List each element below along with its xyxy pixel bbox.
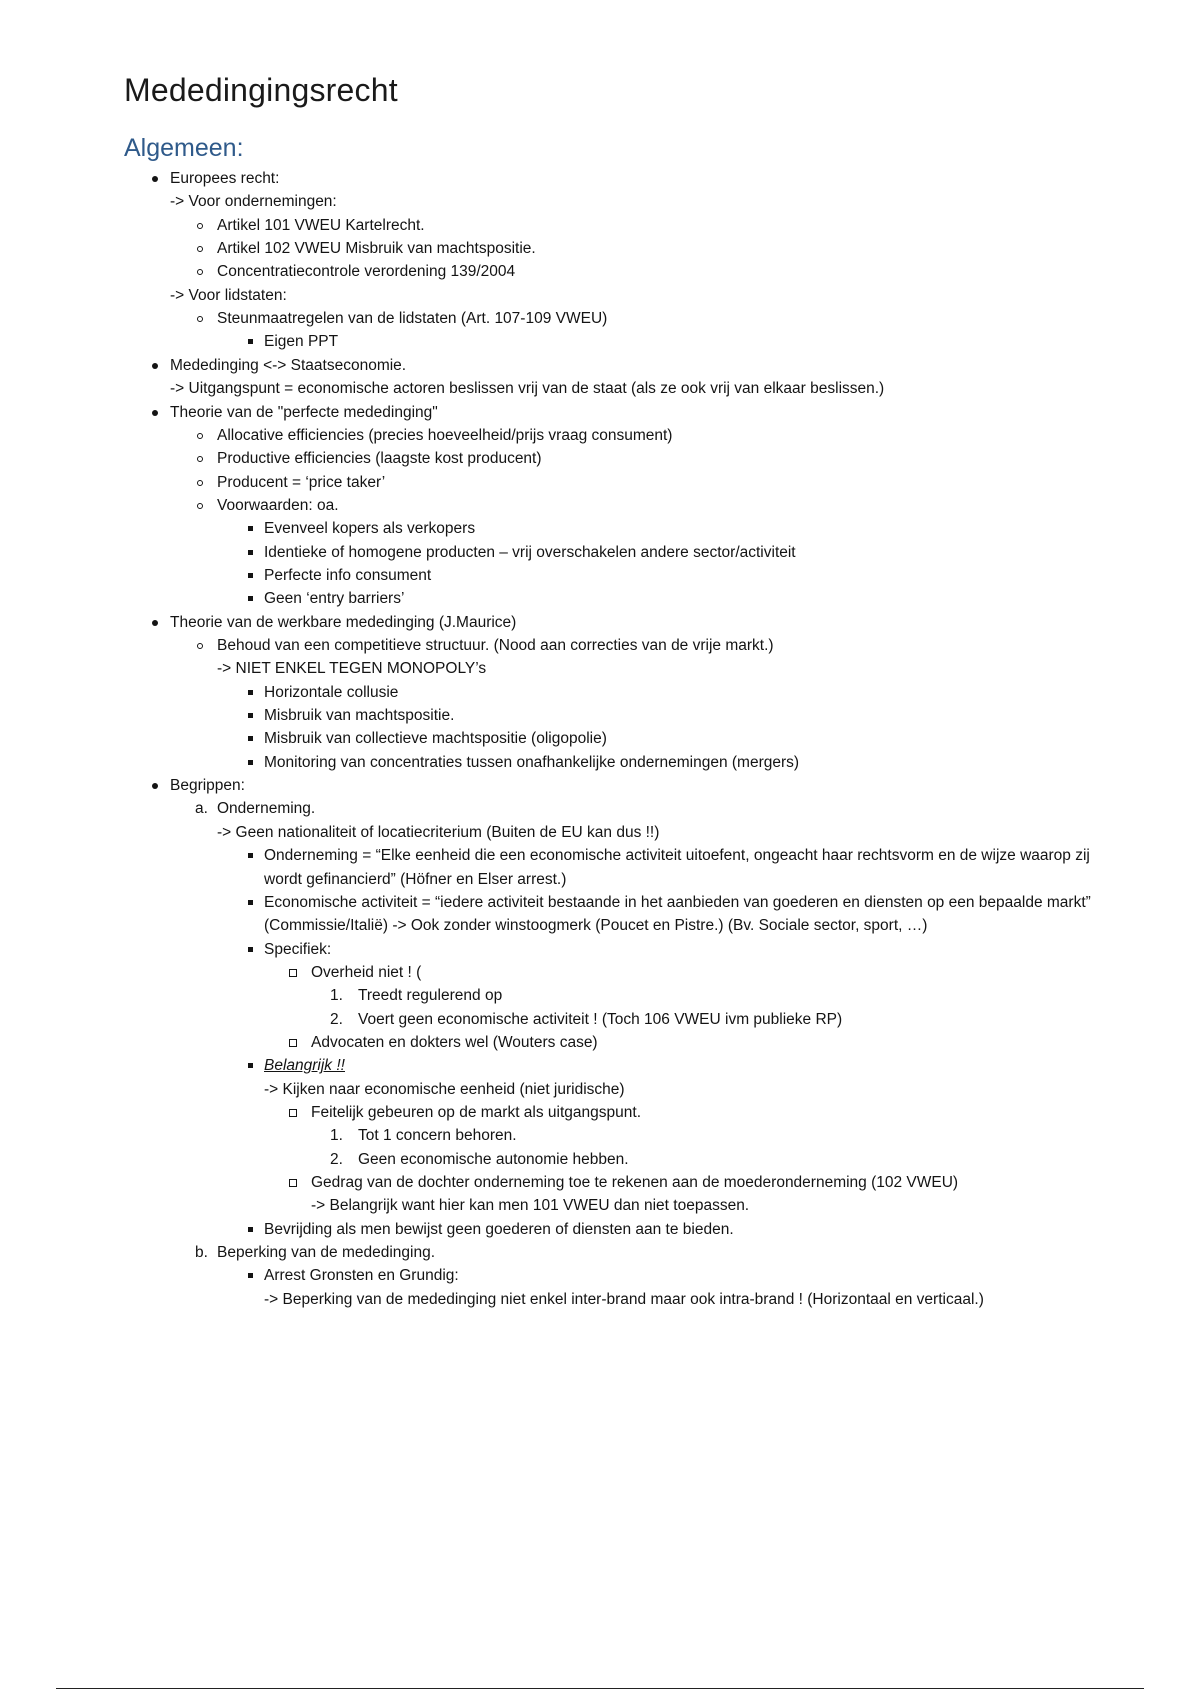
bullet-circle-icon: [197, 503, 203, 509]
outline-text: Identieke of homogene producten – vrij overschakelen andere sector/activiteit: [264, 543, 796, 561]
outline-line: [0, 845, 1200, 867]
bullet-circle-icon: [197, 269, 203, 275]
outline-text: Voorwaarden: oa.: [217, 496, 339, 514]
outline-line: [0, 798, 1200, 820]
outline-text: Evenveel kopers als verkopers: [264, 520, 476, 538]
outline-text: Gedrag van de dochter onderneming toe te rekenen aan de moederonderneming (102 VWEU): [311, 1174, 959, 1192]
outline-line: [0, 1172, 1200, 1194]
outline-text: Economische activiteit = “iedere activiteit bestaande in het aanbieden van goederen en diensten op een bepaalde markt”: [264, 893, 1091, 911]
outline-text: Bevrijding als men bewijst geen goederen of diensten aan te bieden.: [264, 1220, 734, 1238]
bullet-square-icon: [248, 596, 253, 601]
bullet-circle-icon: [197, 316, 203, 322]
outline-text: Behoud van een competitieve structuur. (Nood aan correcties van de vrije markt.): [217, 637, 774, 654]
outline-line: [0, 565, 1200, 587]
bullet-square-icon: [248, 526, 253, 531]
bullet-square-icon: [248, 713, 253, 718]
outline-line: [0, 238, 1200, 260]
outline-text: Geen ‘entry barriers’: [264, 590, 405, 608]
outline-line: [0, 425, 1200, 447]
outline-text: -> NIET ENKEL TEGEN MONOPOLY’s: [217, 660, 487, 678]
outline-line: [0, 472, 1200, 494]
bullet-square-icon: [248, 690, 253, 695]
outline-line: [0, 1242, 1200, 1264]
bullet-circle-icon: [197, 223, 203, 229]
outline-line: [0, 168, 1200, 190]
outline-text: Tot 1 concern behoren.: [358, 1127, 517, 1145]
outline-line: [0, 682, 1200, 704]
outline-text: Monitoring van concentraties tussen onafhankelijke ondernemingen (mergers): [264, 753, 800, 771]
outline-line: [0, 728, 1200, 750]
bullet-square-icon: [248, 760, 253, 765]
outline-line: [0, 1102, 1200, 1124]
outline-line: [0, 588, 1200, 610]
outline-line: [0, 985, 1200, 1007]
list-number: 1.: [330, 987, 343, 1005]
list-number: 2.: [330, 1150, 343, 1168]
outline-line: [0, 705, 1200, 727]
outline-line: [0, 915, 1200, 937]
outline-line: [0, 939, 1200, 961]
outline-text: Onderneming = “Elke eenheid die een economische activiteit uitoefent, ongeacht haar rechtsvorm en de wijze waarop zij: [264, 847, 1090, 865]
outline-text: Feitelijk gebeuren op de markt als uitgangspunt.: [311, 1104, 642, 1121]
outline-text: Belangrijk !!: [264, 1057, 345, 1075]
outline-text: Specifiek:: [264, 940, 332, 958]
outline-line: [0, 402, 1200, 424]
list-number: 1.: [330, 1127, 343, 1145]
outline-text: Artikel 102 VWEU Misbruik van machtspositie.: [217, 240, 536, 258]
outline-line: [0, 378, 1200, 400]
bullet-square-icon: [248, 573, 253, 578]
outline-text: Onderneming.: [217, 800, 316, 818]
bullet-square-icon: [248, 339, 253, 344]
list-number: b.: [195, 1244, 208, 1262]
outline-text: Overheid niet ! (: [311, 963, 422, 981]
outline-text: -> Voor lidstaten:: [170, 286, 287, 304]
outline-line: [0, 1032, 1200, 1054]
outline-text: -> Geen nationaliteit of locatiecriterium (Buiten de EU kan dus !!): [217, 823, 660, 841]
bullet-square-icon: [248, 736, 253, 741]
outline-text: Geen economische autonomie hebben.: [358, 1150, 629, 1168]
bullet-circle-icon: [197, 643, 203, 649]
outline-line: [0, 448, 1200, 470]
outline-text: Europees recht:: [170, 170, 280, 187]
bullet-circle-icon: [197, 480, 203, 486]
bullet-square-icon: [248, 900, 253, 905]
outline-line: [0, 261, 1200, 283]
bullet-checkbox-icon: [289, 969, 297, 977]
outline-line: [0, 822, 1200, 844]
outline-line: [0, 775, 1200, 797]
outline-line: [0, 635, 1200, 657]
outline-line: [0, 612, 1200, 634]
outline-line: [0, 962, 1200, 984]
document-title: Mededingingsrecht: [124, 72, 398, 108]
outline-text: (Commissie/Italië) -> Ook zonder winstoogmerk (Poucet en Pistre.) (Bv. Sociale sector, sport, …): [264, 917, 928, 935]
outline-text: Mededinging <-> Staatseconomie.: [170, 356, 407, 374]
outline-text: -> Voor ondernemingen:: [170, 193, 337, 211]
section-heading: Algemeen:: [124, 134, 244, 162]
footer-divider: [56, 1688, 1144, 1689]
outline-text: -> Belangrijk want hier kan men 101 VWEU dan niet toepassen.: [311, 1197, 750, 1215]
outline-text: Artikel 101 VWEU Kartelrecht.: [217, 216, 425, 234]
outline-text: Theorie van de "perfecte mededinging": [170, 403, 438, 421]
bullet-square-icon: [248, 1227, 253, 1232]
bullet-square-icon: [248, 853, 253, 858]
bullet-disc-icon: [152, 363, 158, 369]
outline-line: [0, 191, 1200, 213]
outline-text: Beperking van de mededinging.: [217, 1244, 436, 1262]
bullet-square-icon: [248, 1063, 253, 1068]
outline-line: [0, 1125, 1200, 1147]
list-number: a.: [195, 800, 208, 818]
outline-text: Voert geen economische activiteit ! (Toch 106 VWEU ivm publieke RP): [358, 1010, 843, 1028]
outline-line: [0, 355, 1200, 377]
outline-text: -> Uitgangspunt = economische actoren beslissen vrij van de staat (als ze ook vrij van elkaar beslissen.): [170, 380, 885, 398]
outline-line: [0, 1195, 1200, 1217]
outline-line: [0, 285, 1200, 307]
outline-text: Steunmaatregelen van de lidstaten (Art. 107-109 VWEU): [217, 310, 608, 328]
outline-line: [0, 892, 1200, 914]
list-number: 2.: [330, 1010, 343, 1028]
outline-line: [0, 869, 1200, 891]
outline-text: Perfecte info consument: [264, 566, 432, 584]
outline-text: wordt gefinancierd” (Höfner en Elser arrest.): [264, 870, 567, 888]
outline-line: [0, 658, 1200, 680]
outline-text: Eigen PPT: [264, 333, 339, 351]
outline-line: [0, 1289, 1200, 1311]
outline-text: Horizontale collusie: [264, 683, 399, 701]
outline-line: [0, 308, 1200, 330]
outline-line: [0, 331, 1200, 353]
outline-line: [0, 1265, 1200, 1287]
bullet-checkbox-icon: [289, 1179, 297, 1187]
outline-line: [0, 215, 1200, 237]
bullet-disc-icon: [152, 410, 158, 416]
bullet-disc-icon: [152, 620, 158, 626]
bullet-circle-icon: [197, 246, 203, 252]
bullet-checkbox-icon: [289, 1039, 297, 1047]
bullet-circle-icon: [197, 456, 203, 462]
outline-text: Concentratiecontrole verordening 139/2004: [217, 263, 516, 281]
outline-text: Productive efficiencies (laagste kost producent): [217, 450, 542, 468]
outline-line: [0, 752, 1200, 774]
bullet-square-icon: [248, 947, 253, 952]
bullet-disc-icon: [152, 783, 158, 789]
outline-text: -> Beperking van de mededinging niet enkel inter-brand maar ook intra-brand ! (Horizontaal en verticaal.): [264, 1290, 984, 1308]
bullet-square-icon: [248, 1273, 253, 1278]
outline-line: [0, 1219, 1200, 1241]
outline-line: [0, 1079, 1200, 1101]
outline-text: Producent = ‘price taker’: [217, 473, 386, 491]
outline-text: Treedt regulerend op: [358, 987, 503, 1005]
outline-text: Allocative efficiencies (precies hoeveelheid/prijs vraag consument): [217, 426, 673, 444]
outline-text: Advocaten en dokters wel (Wouters case): [311, 1033, 598, 1051]
outline-line: [0, 495, 1200, 517]
bullet-circle-icon: [197, 433, 203, 439]
bullet-square-icon: [248, 550, 253, 555]
outline-text: Theorie van de werkbare mededinging (J.Maurice): [170, 613, 517, 631]
outline-line: [0, 1009, 1200, 1031]
outline-text: Misbruik van collectieve machtspositie (oligopolie): [264, 730, 607, 748]
outline-line: [0, 518, 1200, 540]
outline-line: [0, 1055, 1200, 1077]
bullet-checkbox-icon: [289, 1109, 297, 1117]
outline-line: [0, 1149, 1200, 1171]
outline-text: -> Kijken naar economische eenheid (niet juridische): [264, 1080, 625, 1098]
outline-text: Begrippen:: [170, 777, 245, 795]
outline-text: Arrest Gronsten en Grundig:: [264, 1267, 459, 1285]
outline-line: [0, 542, 1200, 564]
bullet-disc-icon: [152, 176, 158, 182]
outline-text: Misbruik van machtspositie.: [264, 707, 455, 725]
